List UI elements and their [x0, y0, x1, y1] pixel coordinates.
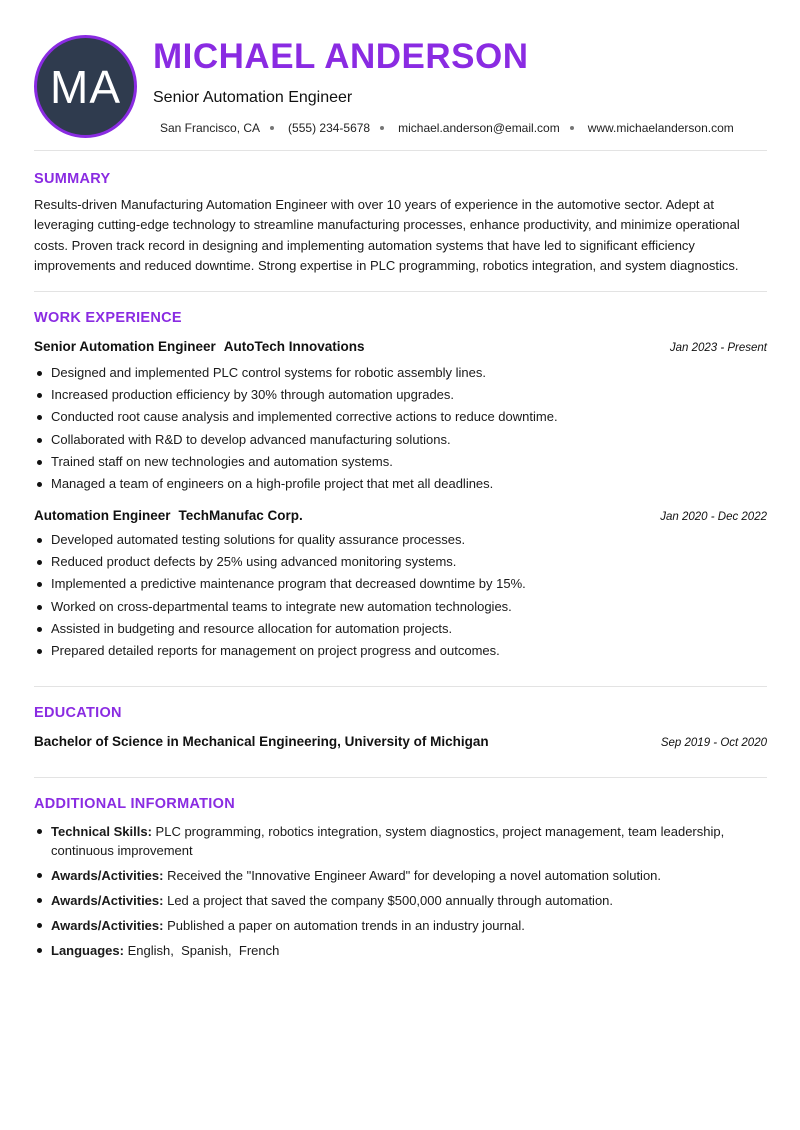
avatar	[34, 35, 137, 138]
dot-separator-icon	[380, 126, 384, 130]
list-item	[34, 916, 767, 935]
list-item: Increased production efficiency by 30% through automation upgrades.	[34, 386, 767, 408]
item-label: Awards/Activities:	[51, 893, 164, 908]
summary-heading: SUMMARY	[34, 171, 111, 187]
candidate-name: MICHAEL ANDERSON	[153, 37, 529, 76]
item-text: PLC programming, robotics integration, system diagnostics, project management, team leadership, continuous improvement	[51, 824, 725, 858]
dot-separator-icon	[270, 126, 274, 130]
item-label: Technical Skills:	[51, 824, 152, 839]
list-item: Prepared detailed reports for management on project progress and outcomes.	[34, 642, 767, 664]
job-company: TechManufac Corp.	[178, 508, 303, 523]
job-bullet-list	[34, 364, 767, 497]
list-item: Worked on cross-departmental teams to integrate new automation technologies.	[34, 598, 767, 620]
list-item: Trained staff on new technologies and automation systems.	[34, 453, 767, 475]
experience-heading: WORK EXPERIENCE	[34, 310, 182, 326]
contact-phone[interactable]: (555) 234-5678	[288, 121, 371, 135]
item-label: Awards/Activities:	[51, 868, 164, 883]
job-header	[34, 338, 767, 356]
item-label: Languages:	[51, 943, 124, 958]
contact-email[interactable]: michael.anderson@email.com	[398, 121, 560, 135]
additional-heading: ADDITIONAL INFORMATION	[34, 796, 235, 812]
dot-separator-icon	[570, 126, 574, 130]
contact-location: San Francisco, CA	[160, 121, 261, 135]
job-role: Automation Engineer	[34, 508, 171, 523]
item-label: Awards/Activities:	[51, 918, 164, 933]
item-text: English, Spanish, French	[127, 943, 280, 958]
job-dates: Jan 2020 - Dec 2022	[660, 511, 767, 523]
job-company: AutoTech Innovations	[223, 339, 365, 354]
list-item: Conducted root cause analysis and implemented corrective actions to reduce downtime.	[34, 408, 767, 430]
item-text: Published a paper on automation trends in an industry journal.	[167, 918, 525, 933]
section-divider	[34, 291, 767, 292]
list-item	[34, 941, 767, 960]
contact-bar	[160, 121, 734, 135]
list-item	[34, 822, 744, 860]
list-item: Developed automated testing solutions for quality assurance processes.	[34, 531, 767, 553]
education-heading: EDUCATION	[34, 705, 122, 721]
list-item: Managed a team of engineers on a high-profile project that met all deadlines.	[34, 475, 767, 497]
job-dates: Jan 2023 - Present	[669, 342, 767, 354]
job-role: Senior Automation Engineer	[34, 339, 216, 354]
section-divider	[34, 686, 767, 687]
additional-list	[34, 822, 767, 966]
list-item	[34, 891, 767, 910]
job-title: Senior Automation Engineer	[153, 89, 353, 106]
education-dates: Sep 2019 - Oct 2020	[660, 737, 767, 749]
item-text: Led a project that saved the company $500,000 annually through automation.	[167, 893, 614, 908]
section-divider	[34, 150, 767, 151]
job-header	[34, 507, 767, 525]
contact-website[interactable]: www.michaelanderson.com	[587, 121, 734, 135]
list-item: Designed and implemented PLC control systems for robotic assembly lines.	[34, 364, 767, 386]
avatar-initials: MA	[50, 60, 121, 113]
section-divider	[34, 777, 767, 778]
list-item: Collaborated with R&D to develop advanced manufacturing solutions.	[34, 431, 767, 453]
list-item: Implemented a predictive maintenance program that decreased downtime by 15%.	[34, 575, 767, 597]
list-item: Assisted in budgeting and resource allocation for automation projects.	[34, 620, 767, 642]
degree: Bachelor of Science in Mechanical Engineering, University of Michigan	[34, 734, 489, 749]
job-bullet-list	[34, 531, 767, 664]
list-item	[34, 866, 767, 885]
education-entry	[34, 734, 767, 749]
list-item: Reduced product defects by 25% using advanced monitoring systems.	[34, 553, 767, 575]
item-text: Received the "Innovative Engineer Award" for developing a novel automation solution.	[167, 868, 662, 883]
summary-text: Results-driven Manufacturing Automation Engineer with over 10 years of experience in the automotive sector. Adept at leveraging cutting-edge technology to streamline manufacturing processes, enhance productivity, and minimize operational costs. Proven track record in designing and implementing automation systems that have led to significant efficiency improvements and reduced downtime. Strong expertise in PLC programming, robotics integration, and system diagnostics.	[34, 197, 740, 273]
